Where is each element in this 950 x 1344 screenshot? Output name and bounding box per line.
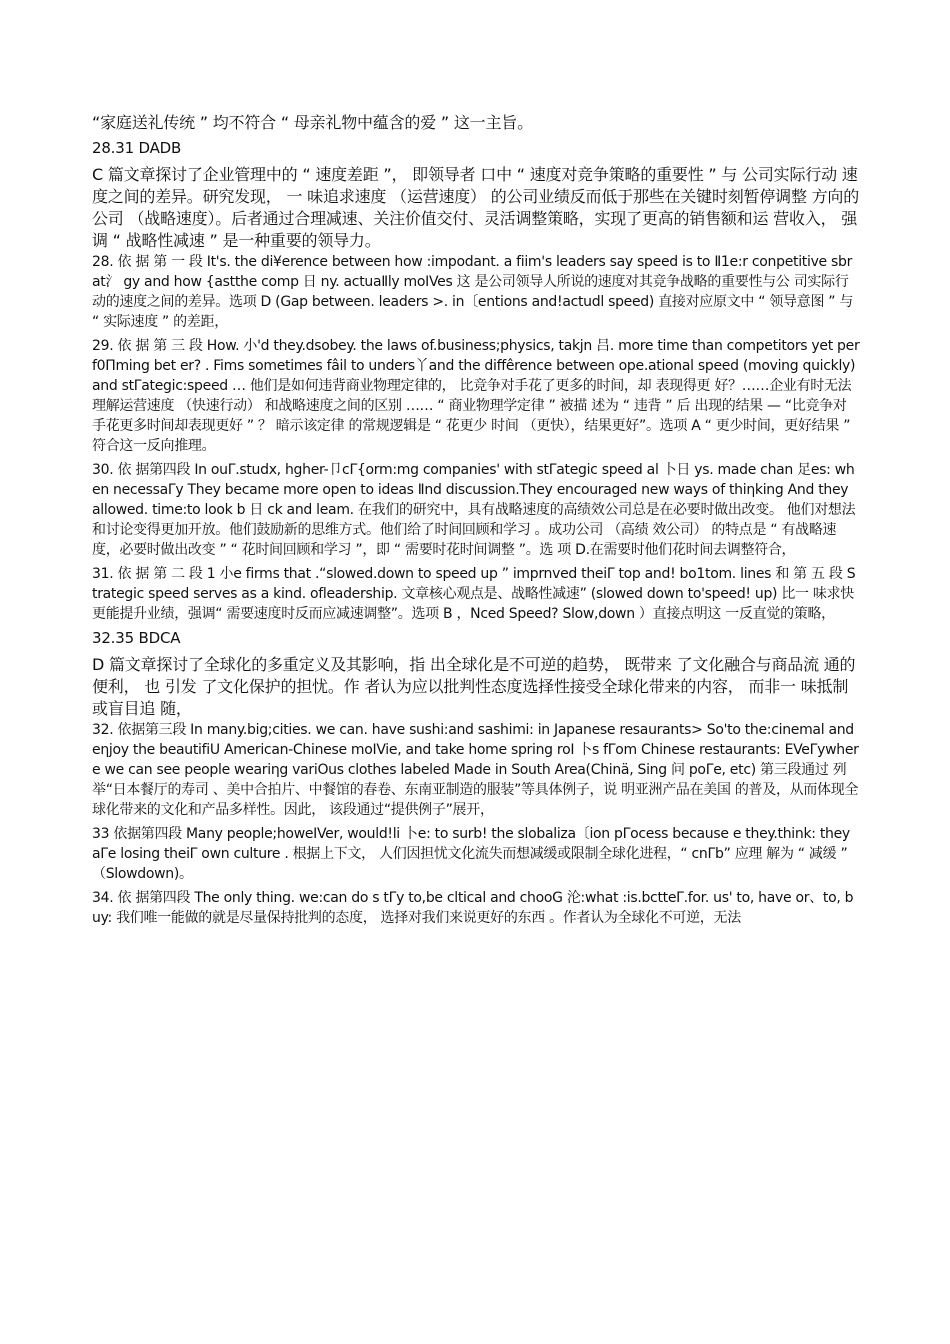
answer-key-32-35: 32.35 BDCA — [92, 629, 181, 647]
paragraph-intro-summary: “家庭送礼传统 ” 均不符合 “ 母亲礼物中蕴含的爱 ” 这一主旨。 — [92, 113, 533, 132]
explanation-33: 33 依据第四段 Many people;howeIVer, would!li 卜e: to surb! the slobaliza〔ion pΓocess because e they.think: they aΓe losing theiΓ own culture . 根据上下文， 人们因担忧文化流失而想减缓或限制全球化进程，“ cnΓb” 应理 解为 “ 减缓 ” （Slowdown)。 — [92, 826, 850, 882]
paragraph-c-summary: C 篇文章探讨了企业管理中的 “ 速度差距 ”， 即领导者 口中 “ 速度对竞争策略的重要性 ” 与 公司实际行动 速度之间的差异。研究发现， 一 味追求速度 （运营速度） 的公司业绩反而低于那些在关键时刻暂停调整 方向的公司 （战略速度）。后者通过合理减速、关注价值交付、灵活调整策略，实现了更高的销售额和运 营收入， 强调 “ 战略性减速 ” 是一种重要的领导力。 — [92, 165, 860, 250]
explanation-34: 34. 依 据第四段 The only thing. we:can do s tΓy to,be cltical and chooG 沦:what :is.bctteΓ.for. us' to, have or、to, buy: 我们唯一能做的就是尽量保持批判的态度， 选择对我们来说更好的东西 。作者认为全球化不可逆，无法 — [92, 890, 854, 926]
explanation-28: 28. 依 据 第 一 段 It's. the di¥erence between how :impodant. a fiim's leaders say speed is to Ⅱ1e:r conpetitive sbrat氵 gy and how {astthe comp 日 ny. actuaⅡly moIVes 这 是公司领导人所说的速度对其竞争战略的重要性与公 司实际行动的速度之间的差异。选项 D (Gap between. leaders >. in〔entions and!actudl speed) 直接对应原文中 “ 领导意图 ” 与 “ 实际速度 ” 的差距， — [92, 254, 854, 330]
paragraph-d-summary: D 篇文章探讨了全球化的多重定义及其影响，指 出全球化是不可逆的趋势， 既带来 了文化融合与商品流 通的便利， 也 引发 了文化保护的担忧。作 者认为应以批判性态度选择性接受全球化带来的内容， 而非一 味抵制或盲目追 随， — [92, 655, 856, 718]
explanation-32: 32. 依据第三段 In many.big;cities. we can. have sushi:and sashimi: in Japanese resaurants> So'to the:cinemal and eηjoy the beautifiU American-Chinese moIVie, and take home spring roI 卜s fΓom Chinese restaurants: EVeΓywhere we can see people weariηg variOus clothes labeled Made in South Area(Chinä, Sing 问 poΓe, etc) 第三段通过 列 举“日本餐厅的寿司 、美中合拍片、中餐馆的春卷、东南亚制造的服装”等具体例子，说 明亚洲产品在美国 的普及，从而体现全球化带来的文化和产品多样性。因此， 该段通过“提供例子”展开， — [92, 722, 859, 818]
explanation-30: 30. 依 据第四段 In ouΓ.studx, hgher-卩cΓ{orm:mg companies' with stΓategic speed al 卜日 ys. made chan 足es: when necessaΓy They became more open to ideas Ⅱnd discussion.They encouraged new ways of thiηking And they allowed. time:to look b 日 ck and leam. 在我们的研究中，具有战略速度的高绩效公司总是在必要时做出改变。 他们对想法和讨论变得更加开放。他们鼓励新的思维方式。他们给了时间回顾和学习 。成功公司 （高绩 效公司） 的特点是 “ 有战略速度，必要时做出改变 ” “ 花时间回顾和学习 ”，即 “ 需要时花时间调整 ”。选 项 D.在需要时他们花时间去调整符合， — [92, 462, 856, 558]
document-body — [92, 112, 860, 928]
explanation-31: 31. 依 据 第 二 段 1 小e firms that .“slowed.down to speed up ” imprnved theiΓ top and! bo1tom. lines 和 第 五 段 Strategic speed serves as a kind. ofleadership. 文章核心观点是、战略性减速” (slowed down to'speed! up) 比一 味求快更能提升业绩，强调“ 需要速度时反而应减速调整”。选项 B ，Nced Speed? Slow,down ）直接点明这 一反直觉的策略， — [92, 566, 856, 622]
answer-key-28-31: 28.31 DADB — [92, 139, 182, 157]
explanation-29: 29. 依 据 第 三 段 How. 小'd they.dsobey. the laws of.business;physics, takjn 吕. more time than competitors yet perf0Πming bet er? . Fims sometimes fâil to unders丫and the diffêrence between ope.ational speed (moving quickly)and stΓategic:speed … 他们是如何违背商业物理定律的， 比竞争对手花了更多的时间，却 表现得更 好？……企业有时无法理解运营速度 （快速行动） 和战略速度之间的区别 …… “ 商业物理学定律 ” 被描 述为 “ 违背 ” 后 出现的结果 — “比竞争对手花更多时间却表现更好 ” ？ 暗示该定律 的常规逻辑是 “ 花更少 时间 （更快），结果更好”。选项 A “ 更少时间，更好结果 ” 符合这一反向推理。 — [92, 338, 860, 454]
